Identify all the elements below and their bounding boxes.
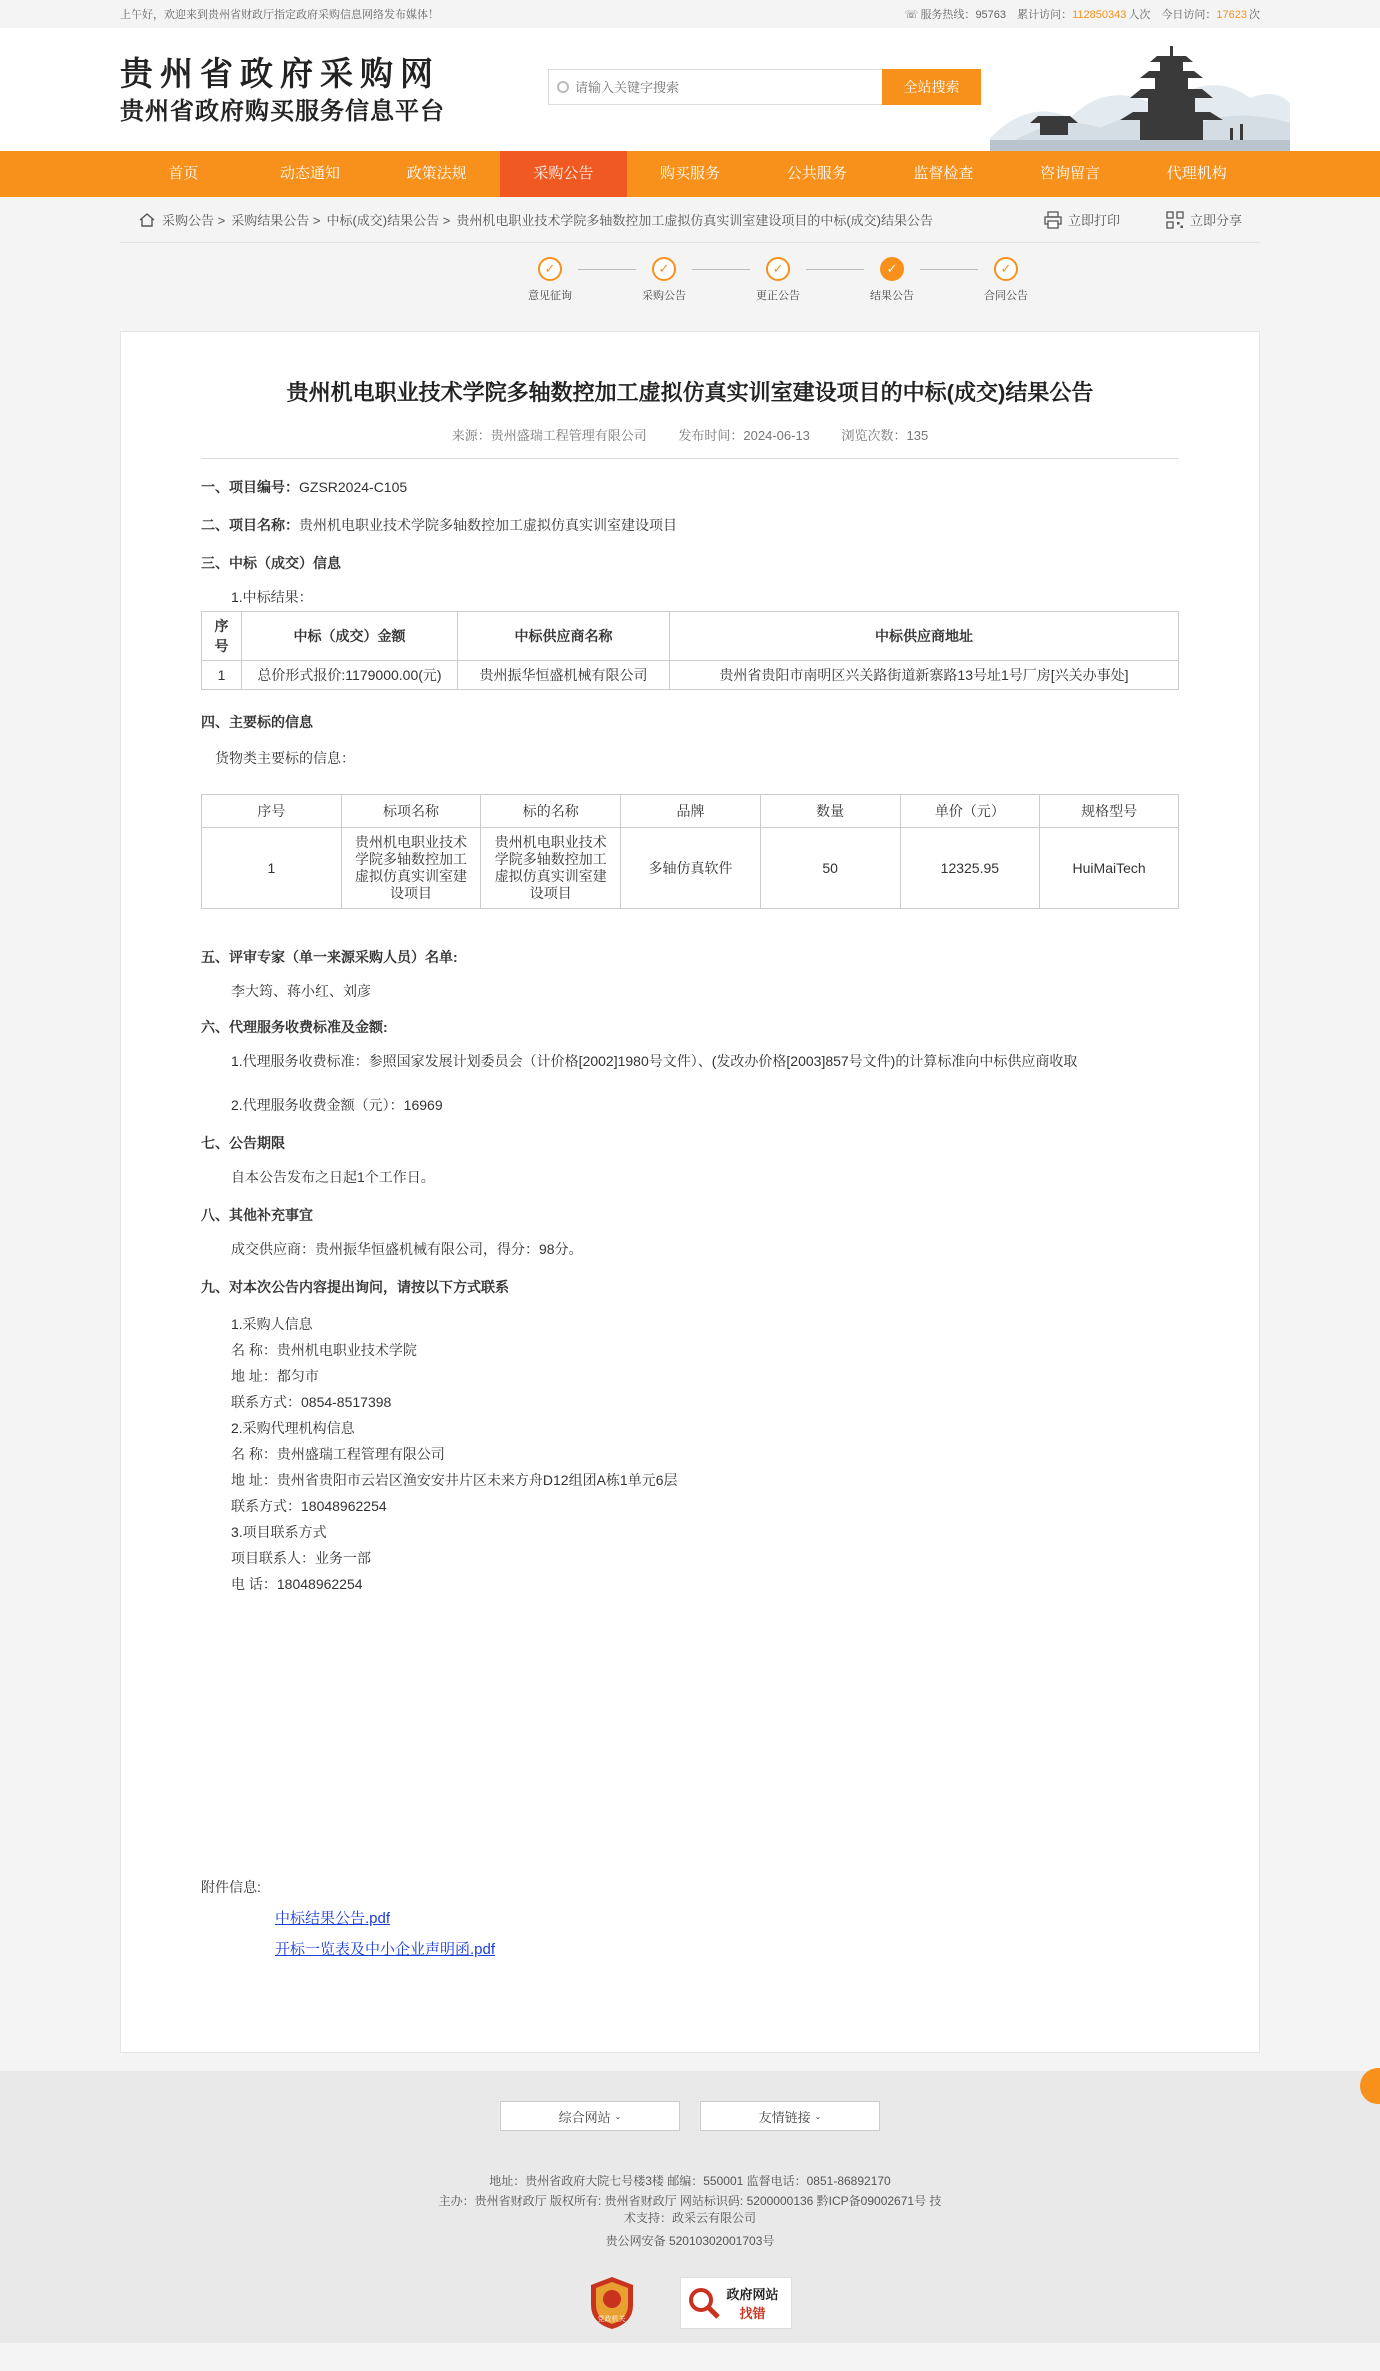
printer-icon <box>1044 211 1062 229</box>
step-label: 意见征询 <box>528 290 572 302</box>
breadcrumb-bar <box>120 197 1260 243</box>
table-cell: HuiMaiTech <box>1040 828 1179 909</box>
check-icon: ✓ <box>994 257 1018 281</box>
pagoda-illustration <box>990 28 1290 151</box>
article-source: 来源：贵州盛瑞工程管理有限公司 <box>451 428 647 443</box>
attachment-link[interactable]: 开标一览表及中小企业声明函.pdf <box>275 1941 496 1958</box>
breadcrumb-item[interactable]: 采购结果公告 > <box>231 213 321 228</box>
table-cell: 50 <box>760 828 900 909</box>
contact-line: 3.项目联系方式 <box>231 1524 327 1540</box>
today-visits: 17623 <box>1216 9 1247 21</box>
logo-subtitle: 贵州省政府购买服务信息平台 <box>120 96 445 125</box>
table-header-cell: 中标（成交）金额 <box>242 612 458 661</box>
announcement-steps <box>120 243 1260 331</box>
hotline-number: 95763 <box>975 9 1007 21</box>
table-cell: 贵州机电职业技术学院多轴数控加工虚拟仿真实训室建设项目 <box>341 828 481 909</box>
experts-list: 李大筠、蒋小红、刘彦 <box>231 983 371 999</box>
contact-line: 联系方式：18048962254 <box>231 1498 387 1514</box>
gov-site-error-badge[interactable]: 政府网站 找错 <box>680 2277 792 2329</box>
qrcode-icon <box>1166 211 1184 229</box>
table-header-cell: 标的名称 <box>481 795 621 828</box>
table-cell: 1 <box>202 661 242 690</box>
home-icon[interactable] <box>138 212 156 228</box>
contact-line: 名 称：贵州盛瑞工程管理有限公司 <box>231 1446 445 1462</box>
agency-fee-standard: 1.代理服务收费标准：参照国家发展计划委员会（计价格[2002]1980号文件）、(发改办价格[2003]857号文件)的计算标准向中标供应商收取 <box>231 1053 1078 1069</box>
award-result-table <box>201 611 1179 690</box>
attachment-link[interactable]: 中标结果公告.pdf <box>275 1910 391 1927</box>
table-cell: 贵州振华恒盛机械有限公司 <box>458 661 670 690</box>
site-logo[interactable] <box>120 54 445 128</box>
nav-item[interactable]: 监督检查 <box>913 165 974 182</box>
step-label: 合同公告 <box>984 290 1028 302</box>
check-icon: ✓ <box>538 257 562 281</box>
article-card <box>120 331 1260 2053</box>
breadcrumb-current: 贵州机电职业技术学院多轴数控加工虚拟仿真实训室建设项目的中标(成交)结果公告 <box>456 213 933 228</box>
contact-line: 项目联系人：业务一部 <box>231 1550 371 1566</box>
table-cell: 贵州省贵阳市南明区兴关路街道新寨路13号址1号厂房[兴关办事处] <box>670 661 1179 690</box>
site-footer <box>0 2071 1380 2343</box>
award-result-label: 1.中标结果： <box>231 589 313 605</box>
table-header-cell: 数量 <box>760 795 900 828</box>
breadcrumb-item[interactable]: 采购公告 > <box>162 213 226 228</box>
search-icon <box>557 81 569 93</box>
check-icon: ✓ <box>880 257 904 281</box>
check-icon: ✓ <box>652 257 676 281</box>
breadcrumb <box>120 210 939 229</box>
step-item <box>510 257 590 303</box>
contact-line: 电 话：18048962254 <box>231 1576 363 1592</box>
chevron-down-icon: ⌄ <box>614 2111 622 2121</box>
nav-item[interactable]: 采购公告 <box>500 151 627 197</box>
logo-title: 贵州省政府采购网 <box>120 54 440 93</box>
section-project-name: 二、项目名称：贵州机电职业技术学院多轴数控加工虚拟仿真实训室建设项目 <box>201 517 677 533</box>
table-header-cell: 标项名称 <box>341 795 481 828</box>
share-button[interactable]: 立即分享 <box>1166 210 1260 229</box>
article-meta <box>201 425 1179 459</box>
main-nav <box>0 151 1380 197</box>
goods-info-label: 货物类主要标的信息： <box>215 750 355 766</box>
step-item <box>624 257 704 303</box>
section-supplement: 八、其他补充事宜 <box>201 1207 313 1223</box>
agency-fee-amount: 2.代理服务收费金额（元）：16969 <box>231 1097 443 1113</box>
footer-address: 地址：贵州省政府大院七号楼3楼 邮编：550001 监督电话：0851-86892170 <box>489 2174 891 2188</box>
check-icon: ✓ <box>766 257 790 281</box>
footer-police-record[interactable]: 贵公网安备 52010302001703号 <box>605 2234 775 2248</box>
table-row <box>202 661 1179 690</box>
comprehensive-sites-dropdown[interactable]: 综合网站 ⌄ <box>500 2101 680 2131</box>
chevron-down-icon: ⌄ <box>814 2111 822 2121</box>
contact-line: 地 址：都匀市 <box>231 1368 319 1384</box>
nav-item[interactable]: 政策法规 <box>406 165 467 182</box>
table-header-cell: 规格型号 <box>1040 795 1179 828</box>
section-agency-fee: 六、代理服务收费标准及金额: <box>201 1019 388 1035</box>
contact-line: 名 称：贵州机电职业技术学院 <box>231 1342 417 1358</box>
section-contact: 九、对本次公告内容提出询问，请按以下方式联系 <box>201 1279 509 1295</box>
table-cell: 多轴仿真软件 <box>621 828 761 909</box>
nav-item[interactable]: 代理机构 <box>1166 165 1227 182</box>
table-cell: 12325.95 <box>900 828 1040 909</box>
search-input[interactable] <box>575 80 865 95</box>
table-header-cell: 序号 <box>202 612 242 661</box>
step-label: 结果公告 <box>870 290 914 302</box>
contact-line: 2.采购代理机构信息 <box>231 1420 355 1436</box>
table-header-cell: 中标供应商地址 <box>670 612 1179 661</box>
step-item <box>738 257 818 303</box>
nav-item[interactable]: 动态通知 <box>280 165 341 182</box>
table-header-cell: 序号 <box>202 795 342 828</box>
table-header-cell: 中标供应商名称 <box>458 612 670 661</box>
footer-host-cont: 术支持：政采云有限公司 <box>623 2211 756 2225</box>
step-item <box>852 257 932 303</box>
print-button[interactable]: 立即打印 <box>1044 210 1138 229</box>
contact-line: 1.采购人信息 <box>231 1316 313 1332</box>
search-box[interactable] <box>548 69 882 105</box>
attachments <box>201 1877 1179 1959</box>
breadcrumb-item[interactable]: 中标(成交)结果公告 > <box>326 213 451 228</box>
section-award-info: 三、中标（成交）信息 <box>201 555 341 571</box>
attachments-label: 附件信息: <box>201 1879 261 1895</box>
phone-icon: ☏ <box>904 9 919 21</box>
step-item <box>966 257 1046 303</box>
supplement-text: 成交供应商：贵州振华恒盛机械有限公司，得分：98分。 <box>231 1241 583 1257</box>
article-date: 发布时间：2024-06-13 <box>678 428 810 443</box>
party-gov-badge[interactable]: 党政机关 <box>589 2275 635 2331</box>
table-row <box>202 828 1179 909</box>
step-label: 采购公告 <box>642 290 686 302</box>
contact-line: 地 址：贵州省贵阳市云岩区渔安安井片区未来方舟D12组团A栋1单元6层 <box>231 1472 678 1488</box>
table-cell: 1 <box>202 828 342 909</box>
nav-item[interactable]: 购买服务 <box>660 165 721 182</box>
period-text: 自本公告发布之日起1个工作日。 <box>231 1169 435 1185</box>
goods-table <box>201 794 1179 909</box>
nav-item[interactable]: 首页 <box>168 165 199 182</box>
search-bar <box>548 69 981 105</box>
section-period: 七、公告期限 <box>201 1135 285 1151</box>
total-visits: 112850343 <box>1072 9 1127 21</box>
table-cell: 总价形式报价:1179000.00(元) <box>242 661 458 690</box>
search-button[interactable]: 全站搜索 <box>882 69 981 105</box>
site-header <box>0 28 1380 151</box>
welcome-text: 上午好，欢迎来到贵州省财政厅指定政府采购信息网络发布媒体！ <box>120 9 439 21</box>
contact-list <box>201 1311 1179 1597</box>
table-cell: 贵州机电职业技术学院多轴数控加工虚拟仿真实训室建设项目 <box>481 828 621 909</box>
visit-stats: ☏ 服务热线：95763 累计访问：112850343 人次 今日访问：17623 次 <box>904 9 1260 21</box>
contact-line: 联系方式：0854-8517398 <box>231 1394 392 1410</box>
table-header-cell: 品牌 <box>621 795 761 828</box>
step-label: 更正公告 <box>756 290 800 302</box>
nav-item[interactable]: 咨询留言 <box>1040 165 1101 182</box>
section-goods-info: 四、主要标的信息 <box>201 714 313 730</box>
article-views: 浏览次数：135 <box>841 428 929 443</box>
table-header-cell: 单价（元） <box>900 795 1040 828</box>
section-project-number: 一、项目编号：GZSR2024-C105 <box>201 479 408 495</box>
friendly-links-dropdown[interactable]: 友情链接 ⌄ <box>700 2101 880 2131</box>
magnifier-icon <box>687 2286 721 2320</box>
footer-host: 主办：贵州省财政厅 版权所有: 贵州省财政厅 网站标识码: 5200000136 黔ICP备09002671号 技 <box>438 2194 942 2208</box>
section-experts: 五、评审专家（单一来源采购人员）名单: <box>201 949 458 965</box>
top-bar <box>0 0 1380 28</box>
article-title: 贵州机电职业技术学院多轴数控加工虚拟仿真实训室建设项目的中标(成交)结果公告 <box>286 380 1094 405</box>
nav-item[interactable]: 公共服务 <box>786 165 847 182</box>
